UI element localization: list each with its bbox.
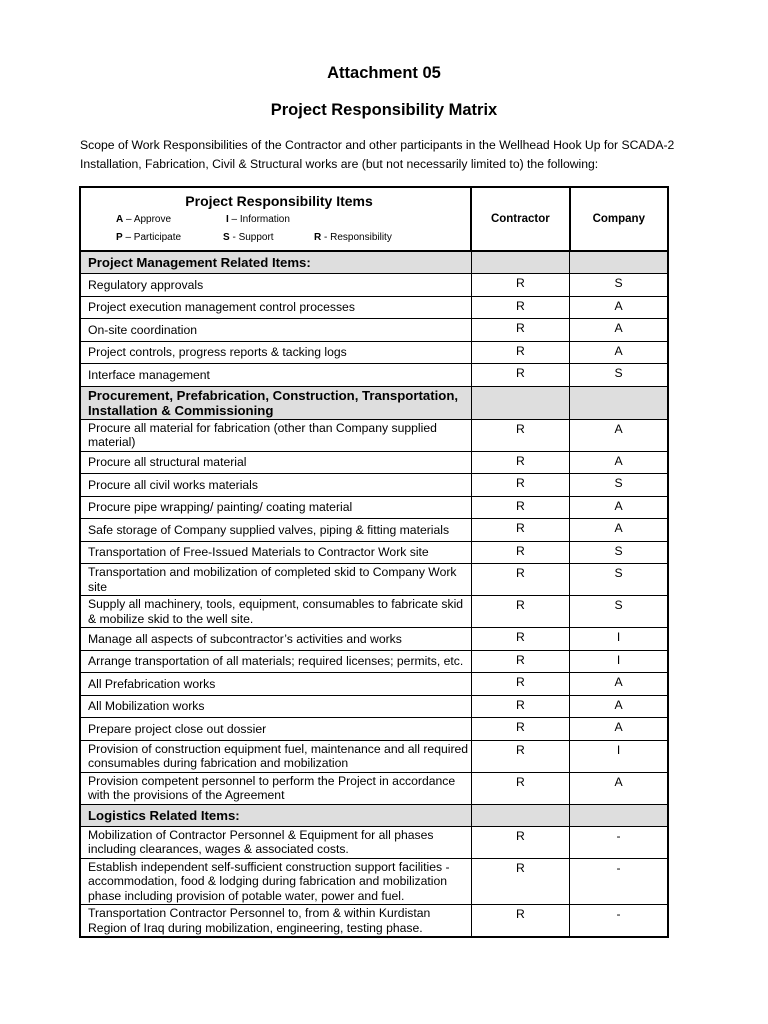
contractor-role-cell: R bbox=[471, 695, 569, 718]
table-row bbox=[80, 274, 668, 297]
responsibility-item: Manage all aspects of subcontractor’s activities and works bbox=[80, 628, 471, 651]
company-role-cell: A bbox=[570, 772, 668, 804]
document-subtitle: Project Responsibility Matrix bbox=[270, 101, 498, 119]
company-role-cell: S bbox=[570, 596, 668, 628]
contractor-role-cell: R bbox=[471, 319, 569, 342]
intro-paragraph: Scope of Work Responsibilities of the Contractor and other participants in the Wellhead Hook Up for SCADA-2 Installation, Fabrication, Civil & Structural works are (but not necessarily limited to) the following: bbox=[80, 138, 675, 171]
table-row bbox=[80, 496, 668, 519]
responsibility-item: Provision of construction equipment fuel, maintenance and all required consumables during fabrication and mobilization bbox=[80, 740, 471, 772]
contractor-role-cell: R bbox=[471, 296, 569, 319]
contractor-column-header: Contractor bbox=[471, 187, 569, 251]
table-row bbox=[80, 596, 668, 628]
company-role-cell: S bbox=[570, 474, 668, 497]
contractor-role-cell: R bbox=[471, 274, 569, 297]
table-row bbox=[80, 319, 668, 342]
company-role-cell: A bbox=[570, 319, 668, 342]
section-title: Logistics Related Items: bbox=[80, 804, 471, 826]
company-role-cell: A bbox=[570, 451, 668, 474]
company-role-cell: - bbox=[570, 826, 668, 858]
company-role-cell: A bbox=[570, 718, 668, 741]
legend-approve: A – Approve bbox=[116, 213, 172, 225]
contractor-role-cell: R bbox=[471, 858, 569, 905]
contractor-role-cell: R bbox=[471, 673, 569, 696]
responsibility-item: Safe storage of Company supplied valves, piping & fitting materials bbox=[80, 519, 471, 542]
table-row bbox=[80, 341, 668, 364]
table-row bbox=[80, 673, 668, 696]
contractor-role-cell: R bbox=[471, 541, 569, 564]
contractor-role-cell: R bbox=[471, 628, 569, 651]
responsibility-item: All Prefabrication works bbox=[80, 673, 471, 696]
company-role-cell: S bbox=[570, 364, 668, 387]
section-company-cell bbox=[570, 251, 668, 274]
company-role-cell: S bbox=[570, 564, 668, 596]
table-row bbox=[80, 858, 668, 905]
responsibility-item: Arrange transportation of all materials; required licenses; permits, etc. bbox=[80, 650, 471, 673]
responsibility-item: On-site coordination bbox=[80, 319, 471, 342]
responsibility-item: Prepare project close out dossier bbox=[80, 718, 471, 741]
legend-row-2 bbox=[88, 232, 470, 250]
contractor-role-cell: R bbox=[471, 451, 569, 474]
company-role-cell: I bbox=[570, 740, 668, 772]
contractor-role-cell: R bbox=[471, 564, 569, 596]
responsibility-item: Interface management bbox=[80, 364, 471, 387]
table-row bbox=[80, 772, 668, 804]
contractor-role-cell: R bbox=[471, 474, 569, 497]
responsibility-item: Regulatory approvals bbox=[80, 274, 471, 297]
document-title: Attachment 05 bbox=[327, 64, 441, 82]
contractor-role-cell: R bbox=[471, 519, 569, 542]
section-header-row bbox=[80, 251, 668, 274]
legend-support: S - Support bbox=[223, 231, 274, 243]
table-row bbox=[80, 718, 668, 741]
company-role-cell: A bbox=[570, 296, 668, 319]
table-row bbox=[80, 826, 668, 858]
responsibility-item: Procure pipe wrapping/ painting/ coating material bbox=[80, 496, 471, 519]
contractor-role-cell: R bbox=[471, 341, 569, 364]
responsibility-item: Mobilization of Contractor Personnel & Equipment for all phases including clearances, wages & associated costs. bbox=[80, 826, 471, 858]
company-role-cell: A bbox=[570, 419, 668, 451]
responsibility-item: Provision competent personnel to perform the Project in accordance with the provisions of the Agreement bbox=[80, 772, 471, 804]
responsibility-item: Procure all civil works materials bbox=[80, 474, 471, 497]
section-company-cell bbox=[570, 804, 668, 826]
table-row bbox=[80, 628, 668, 651]
table-row bbox=[80, 519, 668, 542]
contractor-role-cell: R bbox=[471, 718, 569, 741]
table-row bbox=[80, 695, 668, 718]
company-role-cell: I bbox=[570, 650, 668, 673]
responsibility-matrix-table bbox=[79, 186, 669, 938]
company-role-cell: - bbox=[570, 905, 668, 938]
table-row bbox=[80, 740, 668, 772]
section-header-row bbox=[80, 804, 668, 826]
table-row bbox=[80, 296, 668, 319]
responsibility-item: Transportation Contractor Personnel to, from & within Kurdistan Region of Iraq during mobilization, engineering, testing phase. bbox=[80, 905, 471, 938]
table-row bbox=[80, 905, 668, 938]
responsibility-item: Transportation and mobilization of completed skid to Company Work site bbox=[80, 564, 471, 596]
section-contractor-cell bbox=[471, 804, 569, 826]
company-role-cell: A bbox=[570, 341, 668, 364]
responsibility-item: Procure all structural material bbox=[80, 451, 471, 474]
contractor-role-cell: R bbox=[471, 496, 569, 519]
responsibility-item: All Mobilization works bbox=[80, 695, 471, 718]
table-row bbox=[80, 451, 668, 474]
company-role-cell: A bbox=[570, 519, 668, 542]
contractor-role-cell: R bbox=[471, 419, 569, 451]
section-header-row bbox=[80, 386, 668, 419]
section-title: Procurement, Prefabrication, Construction, Transportation, Installation & Commissioning bbox=[80, 386, 471, 419]
company-role-cell: S bbox=[570, 541, 668, 564]
section-contractor-cell bbox=[471, 386, 569, 419]
table-row bbox=[80, 564, 668, 596]
company-role-cell: A bbox=[570, 496, 668, 519]
contractor-role-cell: R bbox=[471, 740, 569, 772]
table-row bbox=[80, 419, 668, 451]
contractor-role-cell: R bbox=[471, 364, 569, 387]
section-contractor-cell bbox=[471, 251, 569, 274]
items-header-cell bbox=[80, 187, 471, 251]
company-column-header: Company bbox=[570, 187, 668, 251]
table-row bbox=[80, 650, 668, 673]
items-header-title: Project Responsibility Items bbox=[185, 192, 373, 209]
responsibility-item: Transportation of Free-Issued Materials to Contractor Work site bbox=[80, 541, 471, 564]
company-role-cell: S bbox=[570, 274, 668, 297]
table-row bbox=[80, 541, 668, 564]
company-role-cell: I bbox=[570, 628, 668, 651]
legend-participate: P – Participate bbox=[116, 231, 182, 243]
contractor-role-cell: R bbox=[471, 905, 569, 938]
contractor-role-cell: R bbox=[471, 596, 569, 628]
responsibility-item: Establish independent self-sufficient construction support facilities - accommodation, food & lodging during fabrication and mobilization phase including provision of potable water, power and fuel. bbox=[80, 858, 471, 905]
legend-responsibility: R - Responsibility bbox=[314, 231, 392, 243]
contractor-role-cell: R bbox=[471, 772, 569, 804]
section-title: Project Management Related Items: bbox=[80, 251, 471, 274]
legend-row-1 bbox=[88, 214, 470, 232]
table-row bbox=[80, 364, 668, 387]
legend-information: I – Information bbox=[226, 213, 290, 225]
company-role-cell: - bbox=[570, 858, 668, 905]
responsibility-item: Procure all material for fabrication (other than Company supplied material) bbox=[80, 419, 471, 451]
responsibility-item: Project execution management control processes bbox=[80, 296, 471, 319]
company-role-cell: A bbox=[570, 695, 668, 718]
contractor-role-cell: R bbox=[471, 650, 569, 673]
responsibility-item: Supply all machinery, tools, equipment, consumables to fabricate skid & mobilize skid to the well site. bbox=[80, 596, 471, 628]
company-role-cell: A bbox=[570, 673, 668, 696]
responsibility-item: Project controls, progress reports & tacking logs bbox=[80, 341, 471, 364]
table-header-row bbox=[80, 187, 668, 251]
table-row bbox=[80, 474, 668, 497]
contractor-role-cell: R bbox=[471, 826, 569, 858]
section-company-cell bbox=[570, 386, 668, 419]
